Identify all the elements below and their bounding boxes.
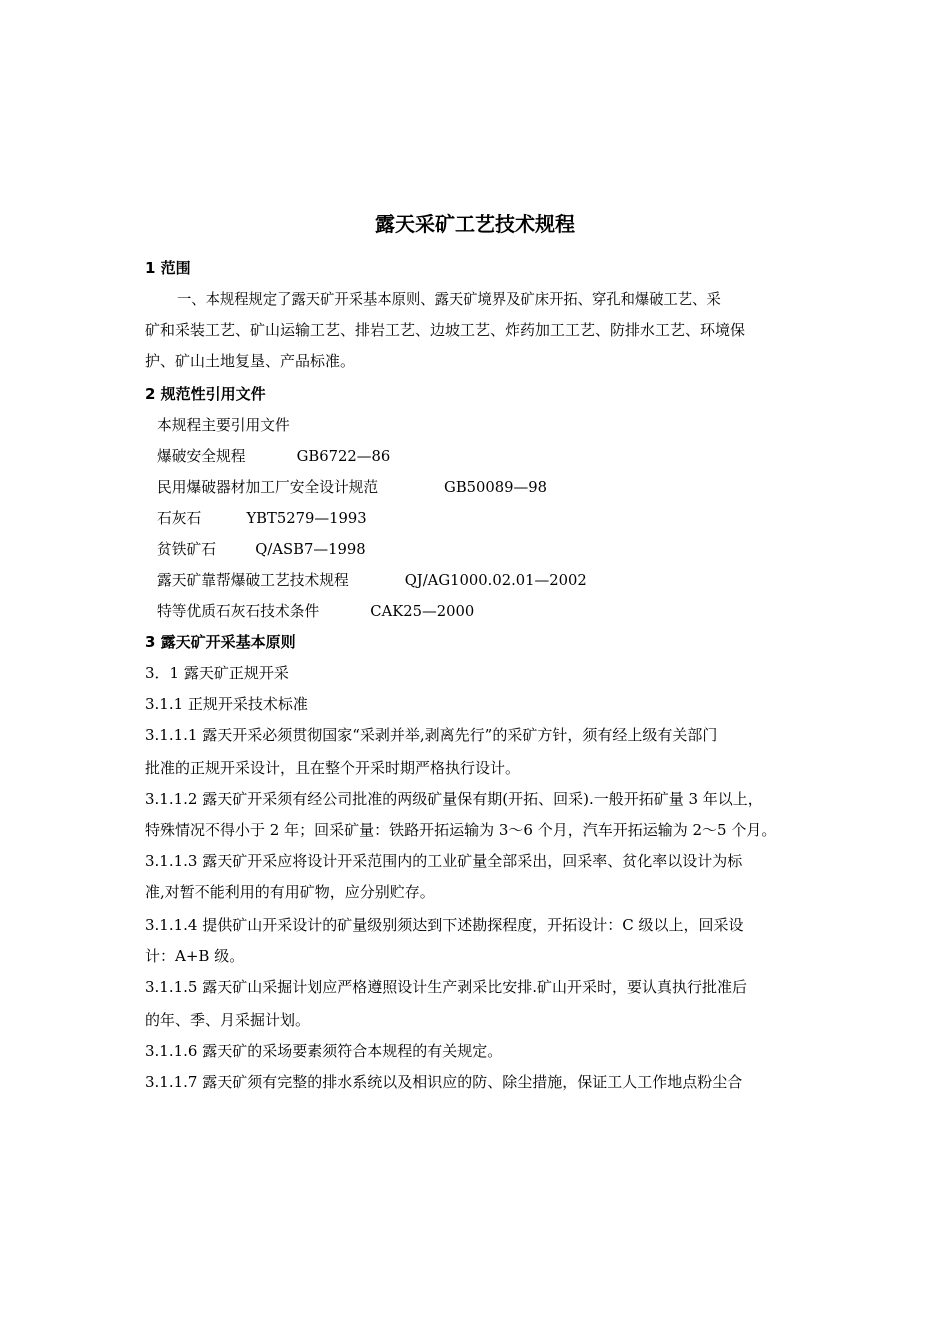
section-3-heading: 3 露天矿开采基本原则 <box>145 633 296 651</box>
clause-line: 3.1.1.4 提供矿山开采设计的矿量级别须达到下述勘探程度，开拓设计：C 级以上，回采设 <box>145 916 744 934</box>
subsection-3-1-heading: 3．1 露天矿正规开采 <box>145 664 289 682</box>
clause-line: 批准的正规开采设计，且在整个开采时期严格执行设计。 <box>145 759 521 777</box>
reference-code: Q/ASB7—1998 <box>255 540 366 558</box>
clause-line: 的年、季、月采掘计划。 <box>145 1011 311 1029</box>
clause-line: 3.1.1.2 露天矿开采须有经公司批准的两级矿量保有期(开拓、回采).一般开拓矿量 3 年以上， <box>145 790 763 808</box>
clause-line: 3.1.1.5 露天矿山采掘计划应严格遵照设计生产剥采比安排.矿山开采时，要认真执行批准后 <box>145 978 748 996</box>
reference-item <box>157 503 835 534</box>
reference-code: YBT5279—1993 <box>246 509 367 527</box>
reference-code: QJ/AG1000.02.01—2002 <box>404 571 587 589</box>
reference-code: GB6722—86 <box>296 447 391 465</box>
section-1-heading: 1 范围 <box>145 259 191 277</box>
reference-name: 民用爆破器材加工厂安全设计规范 <box>157 478 379 496</box>
reference-item <box>157 596 835 627</box>
clause-line: 3.1.1.7 露天矿须有完整的排水系统以及相识应的防、除尘措施，保证工人工作地点粉尘合 <box>145 1073 743 1091</box>
reference-name: 露天矿靠帮爆破工艺技术规程 <box>157 571 349 589</box>
reference-item <box>157 534 835 565</box>
section-2-heading: 2 规范性引用文件 <box>145 385 266 403</box>
reference-name: 贫铁矿石 <box>157 540 216 558</box>
reference-item <box>157 565 835 596</box>
clause-line: 3.1.1.6 露天矿的采场要素须符合本规程的有关规定。 <box>145 1042 503 1060</box>
reference-name: 爆破安全规程 <box>157 447 246 465</box>
clause-line: 3.1.1.3 露天矿开采应将设计开采范围内的工业矿量全部采出，回采率、贫化率以设计为标 <box>145 852 743 870</box>
subsection-3-1-1-heading: 3.1.1 正规开采技术标准 <box>145 695 308 713</box>
reference-code: GB50089—98 <box>444 478 548 496</box>
document-title: 露天采矿工艺技术规程 <box>375 212 575 236</box>
reference-item <box>157 441 835 472</box>
clause-line: 计：A+B 级。 <box>145 947 245 965</box>
clause-line: 特殊情况不得小于 2 年；回采矿量：铁路开拓运输为 3～6 个月，汽车开拓运输为 2～5 个月。 <box>145 821 777 839</box>
reference-code: CAK25—2000 <box>370 602 475 620</box>
section-1-paragraph-line-2: 矿和采装工艺、矿山运输工艺、排岩工艺、边坡工艺、炸药加工工艺、防排水工艺、环境保 <box>145 321 746 339</box>
references-intro: 本规程主要引用文件 <box>157 416 290 434</box>
reference-item <box>157 472 835 503</box>
reference-name: 石灰石 <box>157 509 202 527</box>
section-1-paragraph-line-1: 一、本规程规定了露天矿开采基本原则、露天矿境界及矿床开拓、穿孔和爆破工艺、采 <box>177 290 721 308</box>
reference-name: 特等优质石灰石技术条件 <box>157 602 320 620</box>
section-1-paragraph-line-3: 护、矿山土地复垦、产品标准。 <box>145 352 356 370</box>
clause-line: 准,对暂不能利用的有用矿物，应分别贮存。 <box>145 883 435 901</box>
clause-line: 3.1.1.1 露天开采必须贯彻国家“采剥并举,剥离先行”的采矿方针，须有经上级有关部门 <box>145 726 718 744</box>
